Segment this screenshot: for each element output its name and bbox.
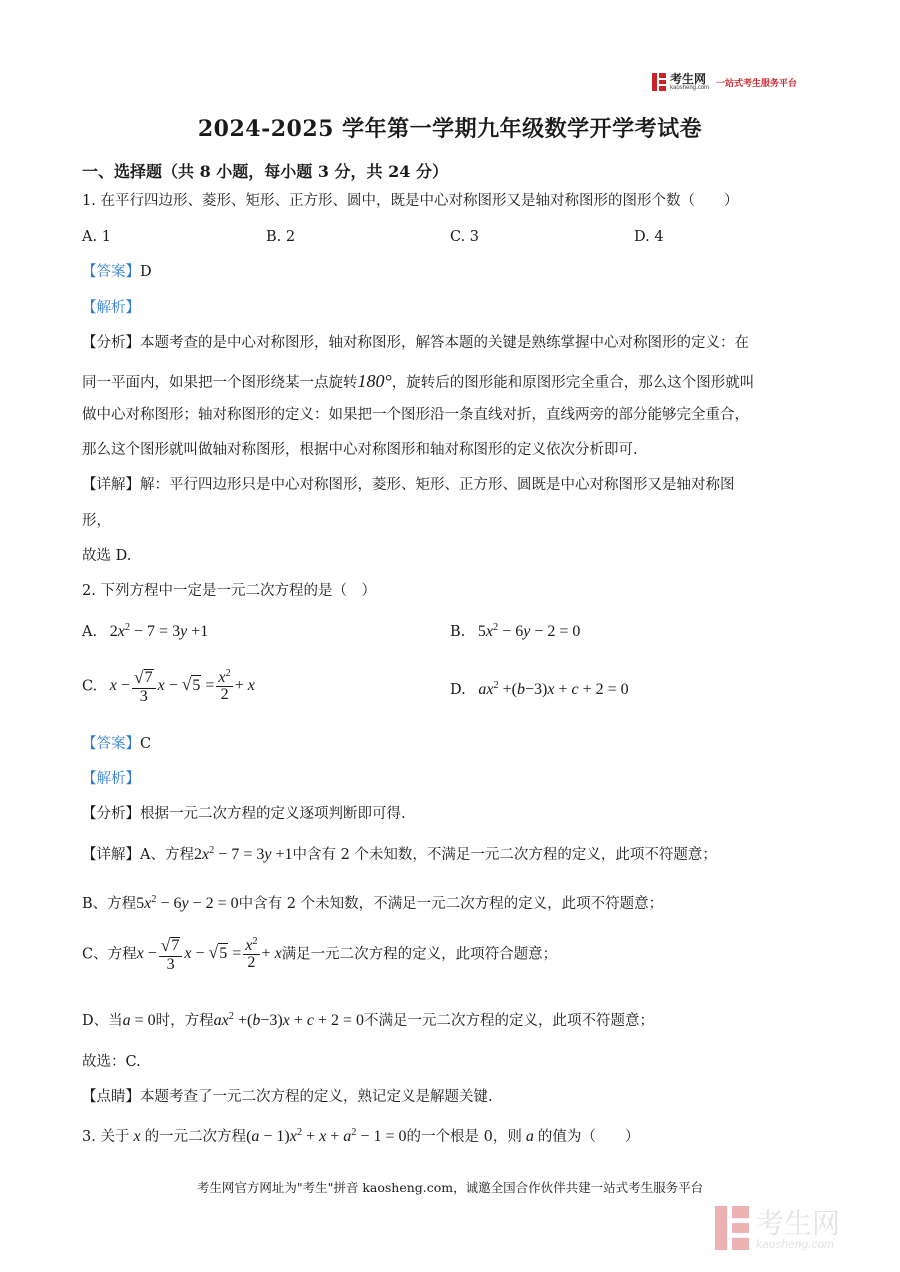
equation: $2x^2 - 7 = 3y +1$ <box>109 621 209 640</box>
q1-option-a: A. 1 <box>82 229 111 245</box>
q2-option-d <box>450 680 629 699</box>
equation: $2x^2 - 7 = 3y +1$ <box>193 844 293 863</box>
q1-xiangjie-line-1 <box>82 477 735 494</box>
q2-option-a <box>82 622 208 641</box>
q2-answer <box>82 736 151 753</box>
header-logo <box>652 70 822 94</box>
fenxi-text: ，旋转后的图形能和原图形完全重合，那么这个图形就叫 <box>391 375 755 391</box>
watermark-text <box>756 1207 841 1251</box>
logo-text <box>670 73 709 91</box>
q1-answer <box>82 264 152 281</box>
watermark-logo-icon <box>714 1206 750 1254</box>
equation: x − √ 7 3 x − √ 5 = $\frac{x^2}{2}$ + x <box>101 667 255 705</box>
answer-value: D <box>140 264 152 280</box>
detail-text: C、方程 <box>82 946 137 963</box>
dianjing-text: 本题考查了一元二次方程的定义，熟记定义是解题关键. <box>140 1089 493 1105</box>
stem-text: 的值为（ ） <box>537 1129 640 1145</box>
fenxi-text: 同一平面内，如果把一个图形绕某一点旋转 <box>82 375 358 391</box>
detail-text: 中含有 2 个未知数，不满足一元二次方程的定义，此项不符题意； <box>292 847 717 863</box>
detail-text: 不满足一元二次方程的定义，此项不符题意； <box>364 1013 654 1029</box>
xiangjie-tag: 【详解】 <box>82 477 140 493</box>
detail-text: 中含有 2 个未知数，不满足一元二次方程的定义，此项不符题意； <box>238 896 664 912</box>
question-2-stem: 2. 下列方程中一定是一元二次方程的是（ ） <box>82 583 376 599</box>
q1-xiangjie-line-2: 形， <box>82 513 111 529</box>
fenxi-tag: 【分析】 <box>82 806 140 822</box>
q1-conclusion: 故选 D. <box>82 548 132 564</box>
q2-option-c <box>82 668 255 706</box>
equation: $ax^2 +(b-3)x + c + 2 = 0$ <box>213 1010 364 1029</box>
answer-tag: 【答案】 <box>82 264 140 280</box>
equation: $(a - 1)x^2 + x + a^2 - 1 = 0$ <box>246 1126 407 1145</box>
stem-text: 的一个根是 0，则 <box>406 1129 522 1145</box>
q2-option-b <box>450 622 580 641</box>
q2-detail-a <box>82 845 717 864</box>
xiangjie-text: 解：平行四边形只是中心对称图形，菱形、矩形、正方形、圆既是中心对称图形又是轴对称图 <box>140 477 735 493</box>
stem-text: 的一元二次方程 <box>144 1129 247 1145</box>
equation: $5x^2 - 6y - 2 = 0$ <box>136 893 239 912</box>
q2-fenxi <box>82 806 406 823</box>
xiangjie-tag: 【详解】 <box>82 847 140 863</box>
q1-fenxi-line-2 <box>82 371 754 393</box>
equation: $5x^2 - 6y - 2 = 0$ <box>477 621 581 640</box>
option-label: A. <box>82 624 98 640</box>
fenxi-text: 根据一元二次方程的定义逐项判断即可得. <box>140 806 406 822</box>
q2-detail-d <box>82 1011 654 1030</box>
q2-analysis-tag: 【解析】 <box>82 771 140 787</box>
rotation-angle: 180° <box>357 371 392 391</box>
q1-option-b: B. 2 <box>266 229 296 245</box>
section-heading: 一、选择题（共 8 小题，每小题 3 分，共 24 分） <box>82 162 448 181</box>
fenxi-text: 本题考查的是中心对称图形，轴对称图形，解答本题的关键是熟练掌握中心对称图形的定义：在 <box>140 335 749 351</box>
question-1-stem: 1. 在平行四边形、菱形、矩形、正方形、圆中，既是中心对称图形又是轴对称图形的图形个数（ ） <box>82 193 739 209</box>
option-label: D. <box>450 682 466 698</box>
q1-analysis-tag: 【解析】 <box>82 300 140 316</box>
q2-detail-b <box>82 894 663 913</box>
equation: x − √ 7 3 x − √ 5 = $\frac{x^2}{2}$ + x <box>136 935 282 973</box>
dianjing-tag: 【点睛】 <box>82 1089 140 1105</box>
q1-option-d: D. 4 <box>634 229 664 245</box>
watermark-domain: kaosheng.com <box>756 1237 835 1251</box>
q1-fenxi-line-3: 做中心对称图形；轴对称图形的定义：如果把一个图形沿一条直线对折，直线两旁的部分能够完全重合， <box>82 407 749 423</box>
equation: x <box>129 1128 145 1145</box>
footer-note: 考生网官方网址为"考生"拼音 kaosheng.com，诚邀全国合作伙伴共建一站式考生服务平台 <box>196 1180 704 1195</box>
kaosheng-logo-icon <box>652 73 666 91</box>
equation: $ax^2 +(b-3)x + c + 2 = 0$ <box>470 679 629 698</box>
watermark-brand: 考生网 <box>756 1207 841 1240</box>
q2-conclusion: 故选：C. <box>82 1054 141 1070</box>
logo-domain: kaosheng.com <box>670 85 710 91</box>
q2-dianjing <box>82 1089 493 1106</box>
q1-option-c: C. 3 <box>450 229 480 245</box>
stem-text: 3. 关于 <box>82 1129 130 1145</box>
logo-slogan: 一站式考生服务平台 <box>716 78 798 89</box>
option-label: C. <box>82 678 98 695</box>
detail-text: D、当 <box>82 1013 123 1029</box>
detail-text: 满足一元二次方程的定义，此项符合题意； <box>281 946 558 963</box>
q2-detail-c <box>82 936 557 974</box>
q1-fenxi-line-1 <box>82 335 749 352</box>
detail-text: B、方程 <box>82 896 137 912</box>
detail-text: 时，方程 <box>155 1013 214 1029</box>
q1-fenxi-line-4: 那么这个图形就叫做轴对称图形，根据中心对称图形和轴对称图形的定义依次分析即可. <box>82 442 638 458</box>
question-3-stem <box>82 1127 639 1146</box>
answer-tag: 【答案】 <box>82 736 140 752</box>
page-title: 2024-2025 学年第一学期九年级数学开学考试卷 <box>197 116 703 142</box>
fenxi-tag: 【分析】 <box>82 335 140 351</box>
equation: a = 0 <box>122 1012 156 1029</box>
watermark <box>714 1200 884 1260</box>
equation: a <box>521 1128 538 1145</box>
logo-brand: 考生网 <box>670 72 707 86</box>
answer-value: C <box>140 736 152 752</box>
detail-text: A、方程 <box>140 847 194 863</box>
option-label: B. <box>450 624 466 640</box>
